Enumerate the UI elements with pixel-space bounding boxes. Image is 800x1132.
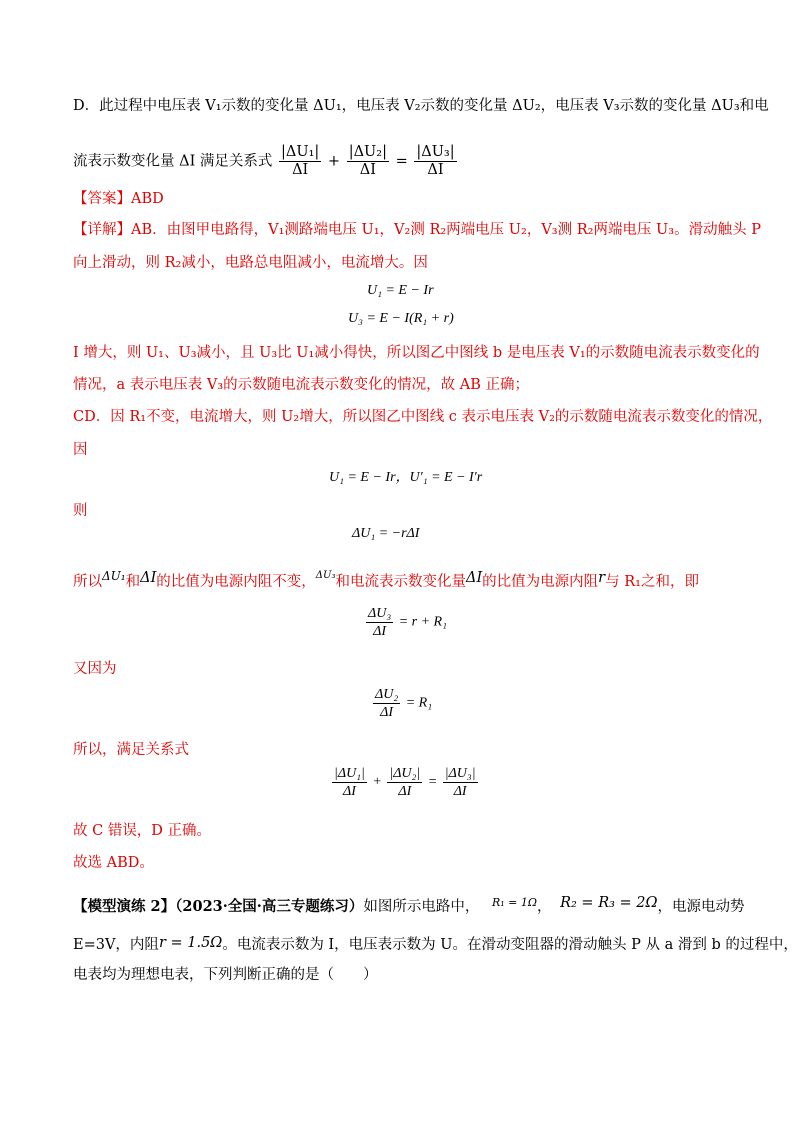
- equation-u1: U₁ = E − Ir: [367, 283, 434, 298]
- inline-r: r: [598, 570, 606, 586]
- next-problem-line1: 【模型演练 2】（2023·全国·高三专题练习）如图所示电路中， $^{R_1 = 1\Omega}$， R₂ = R₃ = 2Ω，电源电动势: [73, 895, 745, 915]
- fraction-du2-di: $\frac{\text{|ΔU₂|}}{\Delta I}$: [348, 144, 387, 178]
- equation-du2-di: $\frac{\text{ΔU₂}}{\Delta I}$ = R₁: [375, 687, 433, 720]
- inline-di: ΔI: [140, 570, 157, 586]
- explain-line-4: 情况，a 表示电压表 V₃的示数随电流表示数变化的情况，故 AB 正确；: [73, 377, 529, 393]
- explain-line-6: 因: [73, 442, 88, 458]
- fraction-du3-di: $\frac{\text{|ΔU₃|}}{\Delta I}$: [416, 144, 455, 178]
- next-problem-line3: 电表均为理想电表，下列判断正确的是（ ）: [73, 967, 378, 983]
- next-problem-tag: 【模型演练 2】（2023·全国·高三专题练习）: [73, 898, 364, 915]
- option-d-line2-text: 流表示数变化量 ΔI 满足关系式: [73, 153, 273, 170]
- equation-du3-di: $\frac{\text{ΔU₃}}{\Delta I}$ = r + R₁: [368, 606, 447, 639]
- r23-value: R₂ = R₃ = 2Ω: [560, 895, 658, 911]
- next-problem-line2: E=3V，内阻r = 1.5Ω。电流表示数为 I，电压表示数为 U。在滑动变阻器的滑动触头 P 从 a 滑到 b 的过程中，: [73, 935, 798, 953]
- equation-u3: U₃ = E − I(R₁ + r): [348, 311, 454, 326]
- internal-resistance: r = 1.5Ω: [158, 935, 223, 951]
- explain-line-9: 又因为: [73, 661, 117, 677]
- inline-du3: ΔU₃: [315, 570, 336, 581]
- equation-u1-prime: U₁ = E − Ir，U′₁ = E − I′r: [329, 470, 483, 485]
- r1-value: R₁ = 1Ω: [491, 896, 537, 909]
- equation-final-relation: $\frac{\text{|ΔU₁|}}{\Delta I}$ + $\frac{\text{|ΔU₂|}}{\Delta I}$ = $\frac{\text{|ΔU₃|}}{\Delta I}$: [334, 766, 476, 799]
- explain-line-10: 所以，满足关系式: [73, 742, 189, 758]
- explain-line-3: I 增大，则 U₁、U₃减小，且 U₃比 U₁减小得快，所以图乙中图线 b 是电压表 V₁的示数随电流表示数变化的: [73, 345, 760, 361]
- explain-line-12: 故选 ABD。: [73, 855, 154, 871]
- inline-du1: ΔU₁: [102, 569, 126, 583]
- option-d-line2: 流表示数变化量 ΔI 满足关系式 $\frac{\text{|ΔU₁|}}{\Delta I}$ + $\frac{\text{|ΔU₂|}}{\Delta I}$ = $\frac{\text{|ΔU₃|}}{\Delta I}$: [73, 144, 455, 178]
- fraction-du1-di: $\frac{\text{|ΔU₁|}}{\Delta I}$: [281, 144, 320, 178]
- option-d-line1: D．此过程中电压表 V₁示数的变化量 ΔU₁，电压表 V₂示数的变化量 ΔU₂，电压表 V₃示数的变化量 ΔU₃和电: [73, 98, 769, 114]
- explain-line-11: 故 C 错误，D 正确。: [73, 823, 212, 839]
- explain-line-1: 【详解】AB．由图甲电路得，V₁测路端电压 U₁，V₂测 R₂两端电压 U₂，V₃测 R₂两端电压 U₃。滑动触头 P: [73, 222, 761, 238]
- answer-line: 【答案】ABD: [73, 191, 164, 207]
- explain-line-5: CD．因 R₁不变，电流增大，则 U₂增大，所以图乙中图线 c 表示电压表 V₂的示数随电流表示数变化的情况，: [73, 409, 773, 425]
- explain-line-2: 向上滑动，则 R₂减小，电路总电阻减小，电流增大。因: [73, 255, 428, 271]
- inline-di-2: ΔI: [465, 570, 483, 586]
- explain-line-7: 则: [73, 503, 88, 519]
- explain-line-8: 所以$^{\Delta U_1}$和ΔI的比值为电源内阻不变，$^{\Delta U_3}$和电流表示数变化量ΔI的比值为电源内阻r与 R₁之和，即: [73, 569, 699, 590]
- equation-delta-u1: ΔU₁ = −rΔI: [352, 526, 420, 541]
